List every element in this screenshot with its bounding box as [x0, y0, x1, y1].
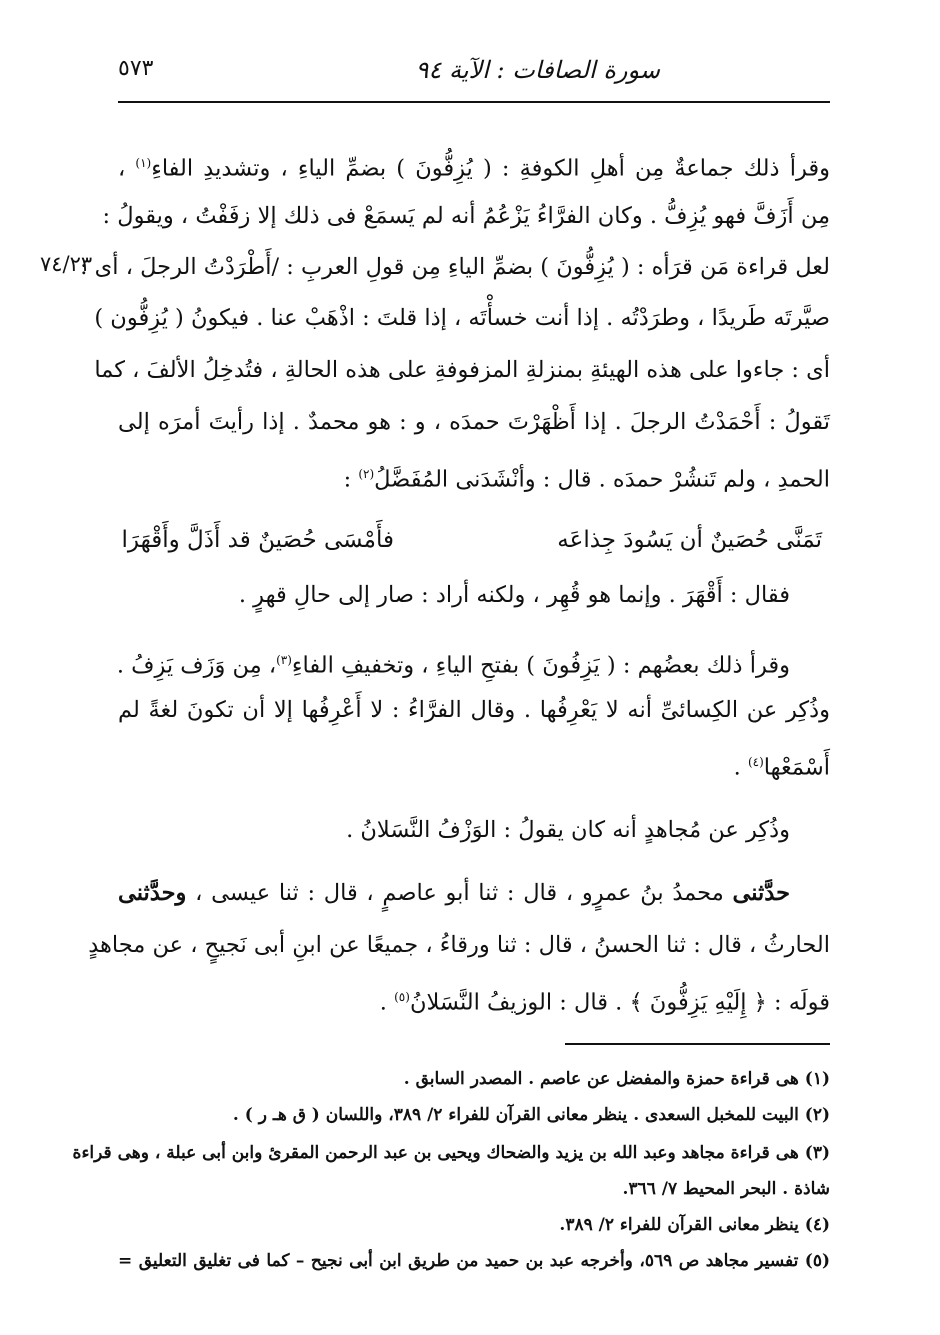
- bold-word: حدَّثنى: [732, 880, 791, 906]
- verse-hemistich-1: تَمَنَّى حُصَينٌ أن يَسُودَ جِذاعَه: [557, 527, 822, 553]
- bold-word: وحدَّثنى: [118, 880, 187, 906]
- body-line: صيَّرتَه طَريدًا ، وطرَدْتُه . إذا أنت خسأْتَه ، إذا قلتَ : اذْهَبْ عنا . فيكونُ ( يُزِفُّون ): [94, 305, 830, 331]
- body-line: الحارثُ ، قال : ثنا الحسنُ ، قال : ثنا ورقاءُ ، جميعًا عن ابنِ أبى نَجيحٍ ، عن مجاهدٍ: [88, 932, 830, 958]
- footnote-mark: (٢): [358, 467, 375, 481]
- header-rule: [118, 101, 830, 103]
- body-line: تَقولُ : أَحْمَدْتُ الرجلَ . إذا أَظْهَرْتَ حمدَه ، و : هو محمدٌ . إذا رأيتَ أمرَه إلى: [118, 409, 830, 435]
- margin-reference: ٧٤/٢٣: [40, 252, 93, 276]
- footnote-mark: (٤): [747, 755, 764, 769]
- body-line: وقرأ ذلك بعضُهم : ( يَزِفُونَ ) بفتحِ الياءِ ، وتخفيفِ الفاءِ$^{(٣)}$، مِن وَزَف يَزِفُ .: [116, 652, 790, 679]
- body-line: وذُكِر عن مُجاهدٍ أنه كان يقولُ : الوَزْفُ النَّسَلانُ .: [346, 817, 790, 843]
- footnote-continuation: شاذة . البحر المحيط ٧/ ٣٦٦.: [622, 1179, 830, 1199]
- footnote-rule: [565, 1043, 830, 1045]
- body-line: أى : جاءوا على هذه الهيئةِ بمنزلةِ المزفوفةِ على هذه الحالةِ ، فتُدخِلُ الألفَ ، كما: [94, 357, 830, 383]
- verse-hemistich-2: فأَمْسَى حُصَينٌ قد أَذَلَّ وأَقْهَرَا: [121, 527, 394, 553]
- footnote: (٢) البيت للمخبل السعدى . ينظر معانى القرآن للفراء ٢/ ٣٨٩، واللسان ( ق هـ ر ) .: [232, 1105, 830, 1125]
- poetry-verse: [121, 520, 822, 560]
- body-line: لعل قراءة مَن قرَأه : ( يُزِفُّونَ ) بضمِّ الياءِ مِن قولِ العربِ : /أَطْرَدْتُ الرجلَ ، أى :: [79, 254, 830, 280]
- footnote-mark: (٥): [394, 990, 410, 1004]
- body-line: حدَّثنى محمدُ بنُ عمرٍو ، قال : ثنا أبو عاصمٍ ، قال : ثنا عيسى ، وحدَّثنى: [118, 880, 791, 906]
- footnote: (١) هى قراءة حمزة والمفضل عن عاصم . المصدر السابق .: [403, 1069, 830, 1089]
- footnote: (٥) تفسير مجاهد ص ٥٦٩، وأخرجه عبد بن حميد من طريق ابن أبى نجيح – كما فى تغليق التعليق =: [118, 1251, 830, 1271]
- body-line: وذُكِر عن الكِسائىِّ أنه لا يَعْرِفُها . وقال الفرَّاءُ : لا أَعْرِفُها إلا أن تكونَ لغةً لم: [118, 697, 830, 723]
- footnote: (٣) هى قراءة مجاهد وعبد الله بن يزيد والضحاك ويحيى بن عبد الرحمن المقرئ وابن أبى عبلة ، وهى قراءة: [72, 1143, 830, 1163]
- body-line: الحمدِ ، ولم تَنشُرْ حمدَه . قال : وأنْشَدَنى المُفَضَّلُ$^{(٢)}$ :: [343, 466, 830, 493]
- footnote-mark: (١): [135, 156, 152, 170]
- body-line: قولَه : ﴿ إِلَيْهِ يَزِفُّونَ ﴾ . قال : الوزيفُ النَّسَلانُ$^{(٥)}$ .: [379, 989, 830, 1016]
- body-line: وقرأ ذلك جماعةٌ مِن أهلِ الكوفةِ : ( يُزِفُّونَ ) بضمِّ الياءِ ، وتشديدِ الفاءِ$^{(١)}$ ،: [118, 155, 830, 182]
- body-line: مِن أَزَفَّ فهو يُزِفُّ . وكان الفرَّاءُ يَزْعُمُ أنه لم يَسمَعْ فى ذلك إلا زفَفْتُ ، ويقولُ :: [102, 203, 830, 229]
- running-header: [118, 52, 830, 92]
- header-title: سورة الصافات : الآية ٩٤: [415, 56, 660, 84]
- body-line: فقال : أَقْهَرَ . وإنما هو قُهِر ، ولكنه أراد : صار إلى حالِ قهرٍ .: [238, 582, 790, 608]
- footnote: (٤) ينظر معانى القرآن للفراء ٢/ ٣٨٩.: [559, 1215, 830, 1235]
- body-line: أَسْمَعْها$^{(٤)}$ .: [733, 754, 830, 781]
- footnote-mark: (٣): [276, 653, 292, 667]
- page-number: ٥٧٣: [118, 56, 154, 81]
